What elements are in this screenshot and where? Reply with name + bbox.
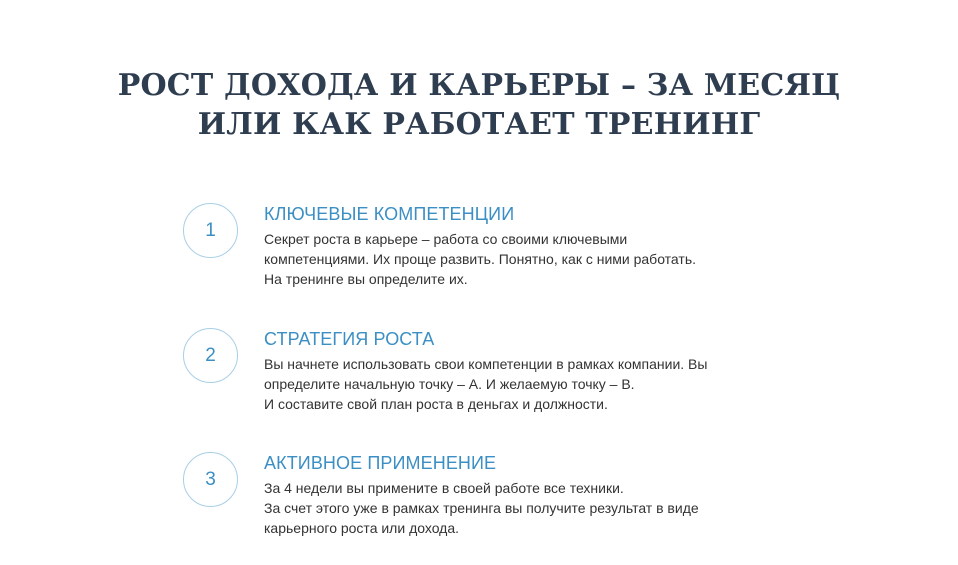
- step-body: [264, 203, 784, 289]
- step-description-line: За счет этого уже в рамках тренинга вы получите результат в виде: [264, 500, 699, 516]
- step-heading: КЛЮЧЕВЫЕ КОМПЕТЕНЦИИ: [264, 204, 515, 224]
- step-description: [264, 229, 784, 289]
- page-title: [0, 66, 958, 144]
- page-title-line-2: ИЛИ КАК РАБОТАЕТ ТРЕНИНГ: [197, 107, 761, 142]
- step-description: [264, 354, 784, 414]
- step-number-badge: 2: [183, 328, 238, 383]
- step-description-line: И составите свой план роста в деньгах и должности.: [264, 396, 608, 412]
- step-description-line: Вы начнете использовать свои компетенции в рамках компании. Вы: [264, 356, 708, 372]
- step-number-badge: 1: [183, 203, 238, 258]
- step-description-line: На тренинге вы определите их.: [264, 271, 468, 287]
- step-description-line: компетенциями. Их проще развить. Понятно, как с ними работать.: [264, 251, 697, 267]
- step-heading: СТРАТЕГИЯ РОСТА: [264, 329, 435, 349]
- step-description-line: карьерного роста или дохода.: [264, 520, 460, 536]
- step-description-line: определите начальную точку – А. И желаемую точку – В.: [264, 376, 635, 392]
- step-number-badge: 3: [183, 452, 238, 507]
- step-description: [264, 478, 784, 538]
- step-body: [264, 452, 784, 538]
- step-description-line: Секрет роста в карьере – работа со своими ключевыми: [264, 231, 628, 247]
- step-body: [264, 328, 784, 414]
- step-heading: АКТИВНОЕ ПРИМЕНЕНИЕ: [264, 453, 497, 473]
- step-description-line: За 4 недели вы примените в своей работе все техники.: [264, 480, 624, 496]
- page-title-line-1: РОСТ ДОХОДА И КАРЬЕРЫ – ЗА МЕСЯЦ: [117, 68, 841, 103]
